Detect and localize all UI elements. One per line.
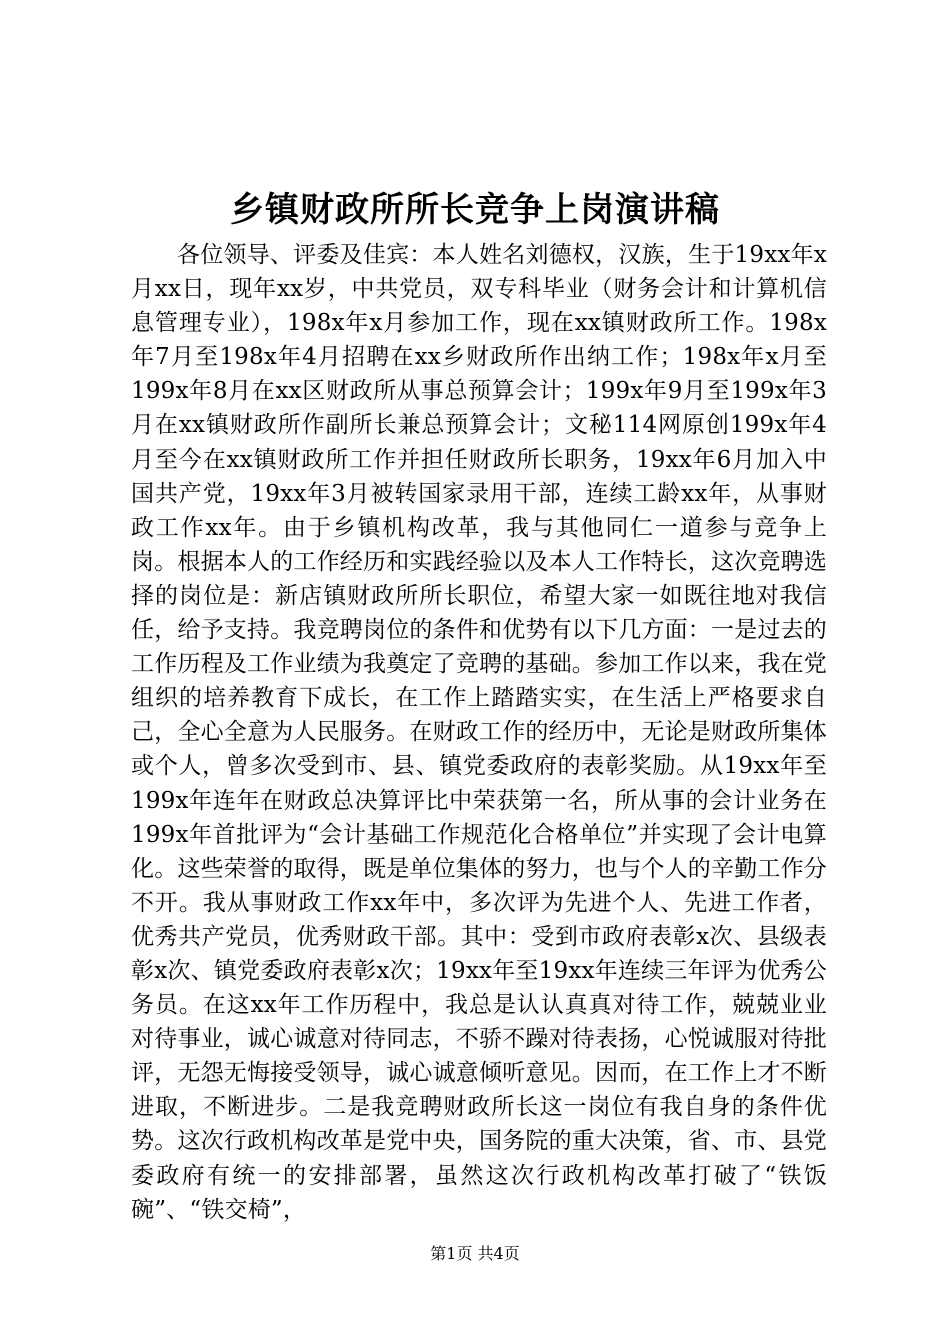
document-title: 乡镇财政所所长竞争上岗演讲稿 (230, 190, 720, 230)
speech-body-paragraph: 各位领导、评委及佳宾：本人姓名刘德权，汉族，生于19xx年x月xx日，现年xx岁，中共党员，双专科毕业（财务会计和计算机信息管理专业），198x年x月参加工作，现在xx镇财政所工作。198x年7月至198x年4月招聘在xx乡财政所作出纳工作；198x年x月至199x年8月在xx区财政所从事总预算会计；199x年9月至199x年3月在xx镇财政所作副所长兼总预算会计；文秘114网原创199x年4月至今在xx镇财政所工作并担任财政所长职务，19xx年6月加入中国共产党，19xx年3月被转国家录用干部，连续工龄xx年，从事财政工作xx年。由于乡镇机构改革，我与其他同仁一道参与竞争上岗。根据本人的工作经历和实践经验以及本人工作特长，这次竞聘选择的岗位是：新店镇财政所所长职位，希望大家一如既往地对我信任，给予支持。我竞聘岗位的条件和优势有以下几方面：一是过去的工作历程及工作业绩为我奠定了竞聘的基础。参加工作以来，我在党组织的培养教育下成长，在工作上踏踏实实，在生活上严格要求自己，全心全意为人民服务。在财政工作的经历中，无论是财政所集体或个人，曾多次受到市、县、镇党委政府的表彰奖励。从19xx年至199x年连年在财政总决算评比中荣获第一名，所从事的会计业务在199x年首批评为“会计基础工作规范化合格单位”并实现了会计电算化。这些荣誉的取得，既是单位集体的努力，也与个人的辛勤工作分不开。我从事财政工作xx年中，多次评为先进个人、先进工作者，优秀共产党员，优秀财政干部。其中：受到市政府表彰x次、县级表彰x次、镇党委政府表彰x次；19xx年至19xx年连续三年评为优秀公务员。在这xx年工作历程中，我总是认认真真对待工作，兢兢业业对待事业，诚心诚意对待同志，不骄不躁对待表扬，心悦诚服对待批评，无怨无悔接受领导，诚心诚意倾听意见。因而，在工作上才不断进取，不断进步。二是我竞聘财政所长这一岗位有我自身的条件优势。这次行政机构改革是党中央，国务院的重大决策，省、市、县党委政府有统一的安排部署，虽然这次行政机构改革打破了“铁饭碗”、“铁交椅”， (131, 242, 827, 1223)
page-number-footer: 第1页 共4页 (430, 1244, 520, 1263)
